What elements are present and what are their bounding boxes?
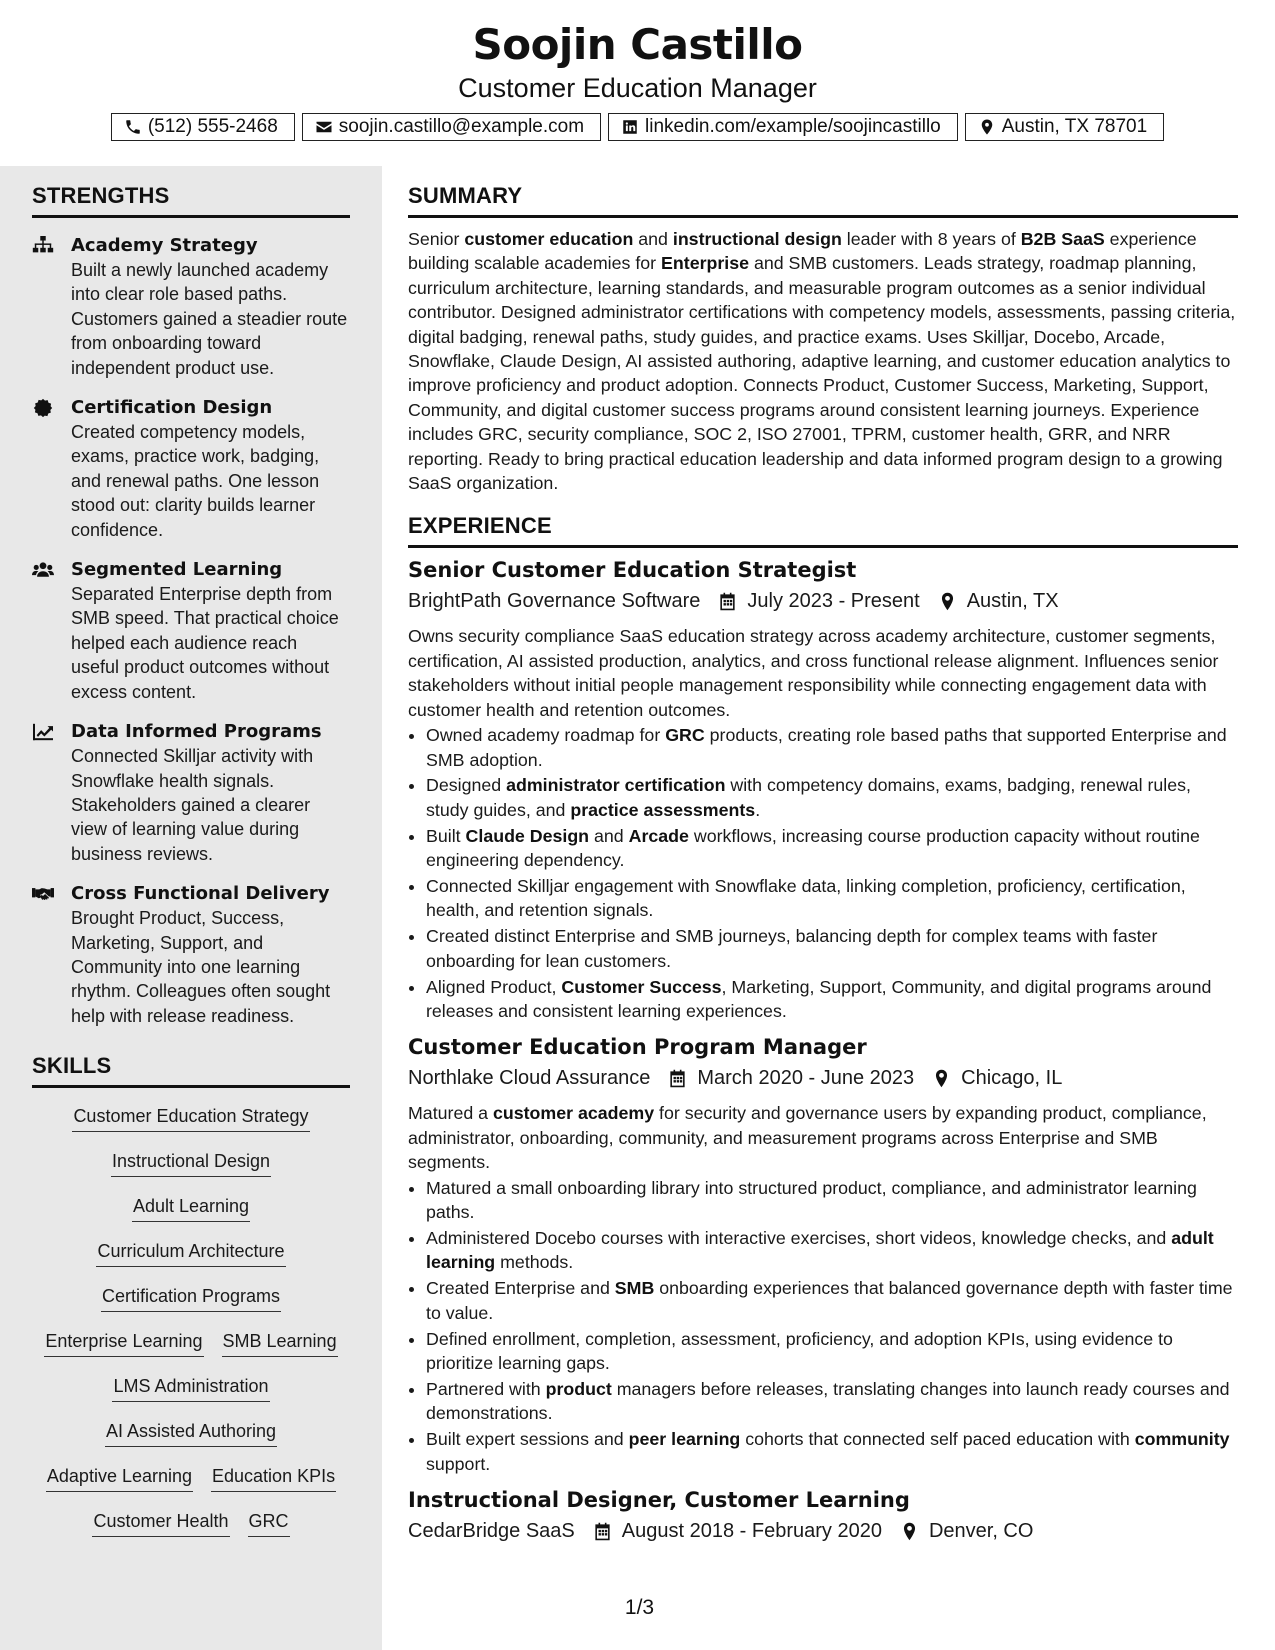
- job-bullets: [408, 1176, 1238, 1476]
- job-bullet: • Built Claude Design and Arcade workflows, increasing course production capacity without routine engineering dependency.: [426, 824, 1238, 873]
- certificate-icon: [32, 398, 54, 418]
- job-dates: March 2020 - June 2023: [697, 1066, 915, 1089]
- map-pin-icon: [938, 592, 957, 611]
- contact-linkedin-text: linkedin.com/example/soojincastillo: [645, 116, 941, 137]
- job-company: BrightPath Governance Software: [408, 589, 701, 612]
- job-meta: [408, 584, 1238, 618]
- job-bullet: • Matured a small onboarding library into structured product, compliance, and administrator learning paths.: [426, 1176, 1238, 1225]
- resume-header: [0, 0, 1275, 166]
- job-bullet: • Created distinct Enterprise and SMB journeys, balancing depth for complex teams with faster onboarding for lean customers.: [426, 924, 1238, 973]
- calendar-icon: [718, 592, 737, 611]
- contact-location-text: Austin, TX 78701: [1001, 116, 1148, 137]
- strength-body: Built a newly launched academy into clear role based paths. Customers gained a steadier route from onboarding toward independent product use.: [71, 260, 348, 378]
- bold-keyword: GRC: [665, 725, 705, 746]
- strengths-heading: STRENGTHS: [32, 183, 350, 218]
- skill-tag: Education KPIs: [211, 1464, 336, 1492]
- candidate-name: Soojin Castillo: [472, 20, 803, 69]
- bold-keyword: product: [545, 1378, 612, 1399]
- strength-body: Brought Product, Success, Marketing, Support, and Community into one learning rhythm. Colleagues often sought help with release readiness.: [71, 908, 331, 1026]
- contact-phone-text: (512) 555-2468: [147, 116, 278, 137]
- job-entry: [408, 1033, 1238, 1476]
- bold-keyword: customer academy: [493, 1103, 655, 1124]
- contact-email-text: soojin.castillo@example.com: [338, 116, 585, 137]
- job-location: Austin, TX: [966, 589, 1059, 612]
- bold-keyword: administrator certification: [506, 775, 726, 796]
- job-entry: [408, 556, 1238, 1023]
- strength-body: Connected Skilljar activity with Snowflake health signals. Stakeholders gained a clearer view of learning value during business reviews.: [71, 746, 314, 864]
- job-bullet: • Administered Docebo courses with interactive exercises, short videos, knowledge checks, and adult learning methods.: [426, 1226, 1238, 1275]
- bold-keyword: SMB: [614, 1278, 655, 1299]
- job-bullet: • Defined enrollment, completion, assessment, proficiency, and adoption KPIs, using evidence to prioritize learning gaps.: [426, 1327, 1238, 1376]
- chart-line-icon: [32, 722, 54, 742]
- strength-item: [32, 233, 350, 380]
- contact-linkedin[interactable]: [608, 113, 958, 141]
- contact-location[interactable]: [965, 113, 1164, 141]
- envelope-icon: [315, 118, 333, 136]
- contact-email[interactable]: [302, 113, 601, 141]
- job-title: Instructional Designer, Customer Learning: [408, 1488, 910, 1513]
- strength-title: Segmented Learning: [71, 559, 283, 581]
- skill-tag: Enterprise Learning: [44, 1329, 203, 1357]
- job-company: CedarBridge SaaS: [408, 1519, 575, 1542]
- bold-keyword: Customer Success: [561, 976, 722, 997]
- bold-keyword: Enterprise: [661, 253, 749, 274]
- job-bullet: • Partnered with product managers before releases, translating changes into launch ready courses and demonstrations.: [426, 1377, 1238, 1426]
- candidate-title: Customer Education Manager: [458, 73, 817, 103]
- phone-icon: [124, 118, 142, 136]
- job-bullet: • Created Enterprise and SMB onboarding experiences that balanced governance depth with faster time to value.: [426, 1276, 1238, 1325]
- job-title: Senior Customer Education Strategist: [408, 558, 857, 583]
- strength-item: [32, 881, 350, 1028]
- main-content: [408, 183, 1238, 1548]
- map-pin-icon: [932, 1069, 951, 1088]
- skill-tag: SMB Learning: [222, 1329, 338, 1357]
- skill-tag: Adult Learning: [132, 1194, 250, 1222]
- bold-keyword: community: [1134, 1429, 1230, 1450]
- contact-bar: [0, 113, 1275, 141]
- calendar-icon: [668, 1069, 687, 1088]
- strength-item: [32, 395, 350, 542]
- bold-keyword: Arcade: [628, 825, 689, 846]
- job-bullet: • Connected Skilljar engagement with Snowflake data, linking completion, proficiency, certification, health, and retention signals.: [426, 874, 1238, 923]
- strength-title: Data Informed Programs: [71, 721, 322, 743]
- job-bullet: • Aligned Product, Customer Success, Marketing, Support, Community, and digital programs around releases and consistent learning experiences.: [426, 975, 1238, 1024]
- job-bullets: [408, 723, 1238, 1023]
- skills-heading: SKILLS: [32, 1053, 350, 1088]
- skill-tag: Instructional Design: [111, 1149, 271, 1177]
- skill-tag: Adaptive Learning: [46, 1464, 193, 1492]
- skill-tag: Customer Health: [92, 1509, 229, 1537]
- bold-keyword: B2B SaaS: [1020, 229, 1105, 249]
- job-bullet: • Owned academy roadmap for GRC products, creating role based paths that supported Enterprise and SMB adoption.: [426, 723, 1238, 772]
- bold-keyword: Claude Design: [465, 825, 590, 846]
- job-bullet: • Designed administrator certification with competency domains, exams, badging, renewal rules, study guides, and practice assessments.: [426, 773, 1238, 822]
- skill-tag: LMS Administration: [112, 1374, 269, 1402]
- skill-tag: Customer Education Strategy: [72, 1104, 309, 1132]
- map-pin-icon: [978, 118, 996, 136]
- page-number: [0, 1596, 1275, 1620]
- handshake-icon: [32, 884, 54, 904]
- job-description: Owns security compliance SaaS education strategy across academy architecture, customer segments, certification, AI assisted production, analytics, and cross functional release alignment. Influences senior stakeholders without initial people management responsibility while connecting engagement data with customer health and retention outcomes.: [408, 626, 1219, 720]
- strength-title: Cross Functional Delivery: [71, 883, 330, 905]
- skill-tag: Curriculum Architecture: [96, 1239, 285, 1267]
- job-meta: [408, 1061, 1238, 1095]
- job-bullet: • Built expert sessions and peer learning cohorts that connected self paced education with community support.: [426, 1427, 1238, 1476]
- job-location: Chicago, IL: [961, 1066, 1063, 1089]
- strength-body: Created competency models, exams, practice work, badging, and renewal paths. One lesson stood out: clarity builds learner confidence.: [71, 422, 320, 540]
- job-meta: [408, 1514, 1238, 1548]
- map-pin-icon: [900, 1522, 919, 1541]
- users-icon: [32, 560, 54, 580]
- contact-phone[interactable]: [111, 113, 295, 141]
- job-title: Customer Education Program Manager: [408, 1035, 867, 1060]
- bold-keyword: adult learning: [426, 1228, 1214, 1273]
- strength-item: [32, 719, 350, 866]
- job-location: Denver, CO: [928, 1519, 1034, 1542]
- bold-keyword: practice assessments: [570, 799, 756, 820]
- calendar-icon: [593, 1522, 612, 1541]
- experience-heading: EXPERIENCE: [408, 513, 1238, 548]
- skills-list: [32, 1104, 350, 1554]
- skill-tag: GRC: [248, 1509, 290, 1537]
- skill-tag: Certification Programs: [101, 1284, 281, 1312]
- bold-keyword: instructional design: [672, 229, 842, 249]
- summary-text: Senior customer education and instructional design leader with 8 years of B2B SaaS experience building scalable academies for Enterprise and SMB customers. Leads strategy, roadmap planning, curriculum architecture, learning standards, and measurable program outcomes as a senior individual contributor. Designed administrator certifications with competency models, assessments, passing criteria, digital badging, renewal paths, study guides, and practice exams. Uses Skilljar, Docebo, Arcade, Snowflake, Claude Design, AI assisted authoring, adaptive learning, and customer education analytics to improve proficiency and product adoption. Connects Product, Customer Success, Marketing, Support, Community, and digital customer success programs around consistent learning journeys. Experience includes GRC, security compliance, SOC 2, ISO 27001, TPRM, customer health, GRR, and NRR reporting. Ready to bring practical education leadership and data informed program design to a growing SaaS organization.: [408, 229, 1236, 494]
- skill-tag: AI Assisted Authoring: [105, 1419, 277, 1447]
- job-dates: July 2023 - Present: [747, 589, 920, 612]
- job-dates: August 2018 - February 2020: [621, 1519, 882, 1542]
- job-description: Matured a customer academy for security and governance users by expanding product, compliance, administrator, onboarding, community, and measurement programs across Enterprise and SMB segments.: [408, 1103, 1207, 1173]
- strength-title: Academy Strategy: [71, 235, 258, 256]
- strength-body: Separated Enterprise depth from SMB speed. That practical choice helped each audience reach useful product outcomes without excess content.: [71, 584, 339, 702]
- summary-heading: SUMMARY: [408, 183, 1238, 218]
- job-company: Northlake Cloud Assurance: [408, 1066, 651, 1089]
- sidebar: [0, 166, 382, 1650]
- page-number-text: 1/3: [624, 1596, 655, 1619]
- linkedin-icon: [621, 118, 639, 136]
- strength-item: [32, 557, 350, 704]
- bold-keyword: customer education: [464, 229, 634, 249]
- strength-title: Certification Design: [71, 397, 273, 419]
- job-entry: [408, 1486, 1238, 1548]
- sitemap-icon: [32, 236, 54, 256]
- bold-keyword: peer learning: [628, 1429, 741, 1450]
